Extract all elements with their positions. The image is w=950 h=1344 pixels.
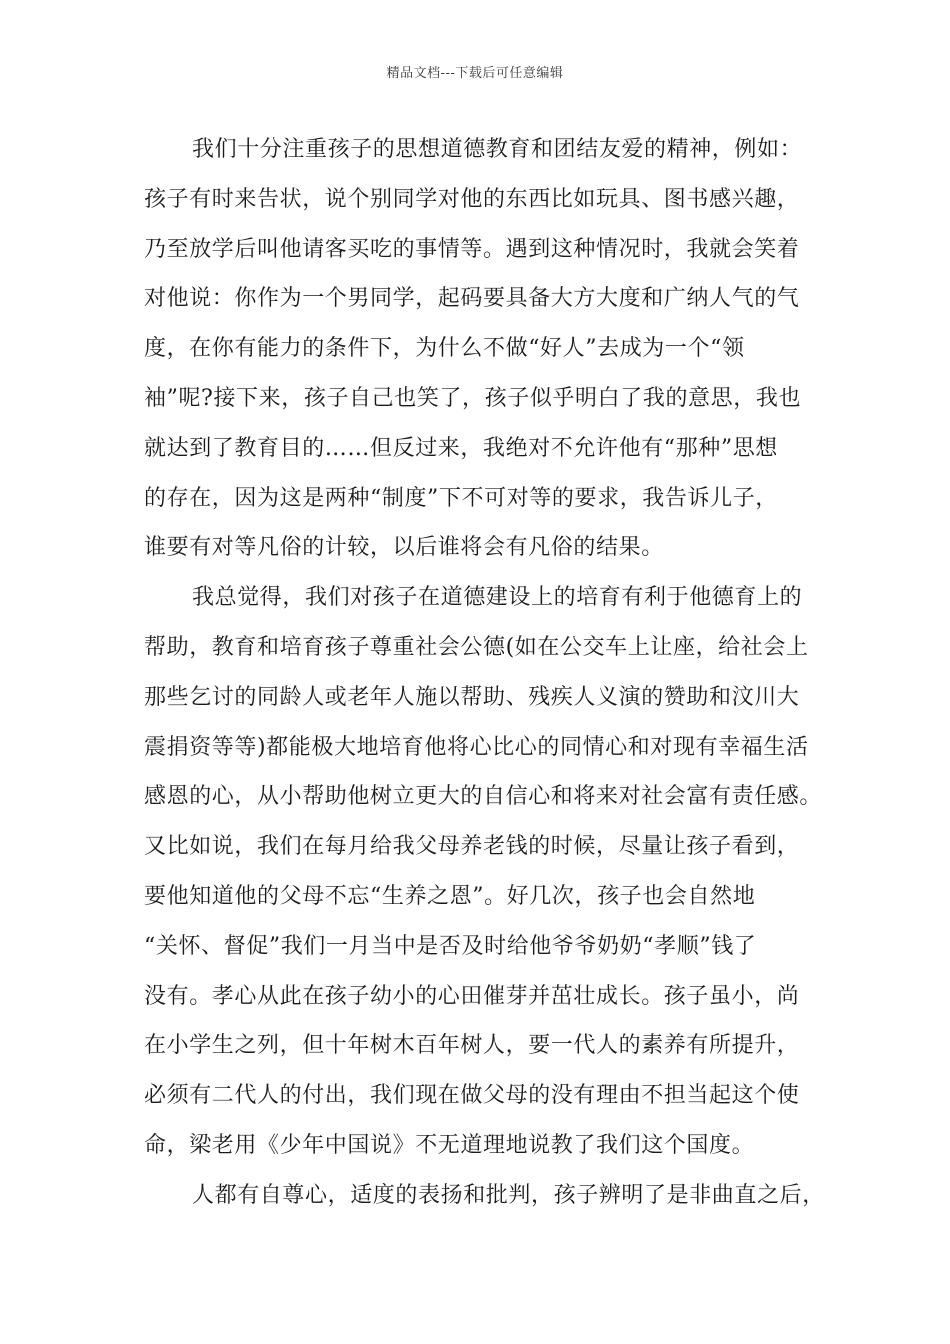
text-line: 命，梁老用《少年中国说》不无道理地说教了我们这个国度。: [144, 1132, 755, 1158]
text-line: 人都有自尊心，适度的表扬和批判，孩子辨明了是非曲直之后，: [192, 1182, 825, 1208]
text-line: 要他知道他的父母不忘“生养之恩”。好几次，孩子也会自然地: [144, 883, 756, 909]
text-line: 我总觉得，我们对孩子在道德建设上的培育有利于他德育上的: [192, 585, 803, 611]
text-line: 乃至放学后叫他请客买吃的事情等。遇到这种情况时，我就会笑着: [144, 236, 800, 262]
text-line: 对他说：你作为一个男同学，起码要具备大方大度和广纳人气的气: [144, 286, 800, 312]
text-line: 在小学生之列，但十年树木百年树人，要一代人的素养有所提升，: [144, 1033, 800, 1059]
text-line: 又比如说，我们在每月给我父母养老钱的时候，尽量让孩子看到，: [144, 834, 800, 860]
text-line: 袖”呢?接下来，孩子自己也笑了，孩子似乎明白了我的意思，我也: [144, 385, 802, 411]
text-line: 我们十分注重孩子的思想道德教育和团结友爱的精神，例如：: [192, 137, 803, 162]
text-line: 谁要有对等凡俗的计较，以后谁将会有凡俗的结果。: [144, 535, 664, 561]
document-body: [144, 133, 834, 1229]
text-line: 度，在你有能力的条件下，为什么不做“好人”去成为一个“领: [144, 336, 745, 362]
paragraph-2: [144, 581, 834, 1179]
page-header: 精品文档---下载后可任意编辑: [386, 66, 564, 81]
text-line: 孩子有时来告状，说个别同学对他的东西比如玩具、图书感兴趣，: [144, 186, 800, 212]
text-line: 震捐资等等)都能极大地培育他将心比心的同情心和对现有幸福生活: [144, 734, 809, 760]
text-line: 必须有二代人的付出，我们现在做父母的没有理由不担当起这个使: [144, 1083, 800, 1109]
text-line: 感恩的心，从小帮助他树立更大的自信心和将来对社会富有责任感。: [144, 784, 823, 810]
paragraph-3: [144, 1179, 834, 1229]
text-line: 那些乞讨的同龄人或老年人施以帮助、残疾人义演的赞助和汶川大: [144, 684, 800, 710]
text-line: 没有。孝心从此在孩子幼小的心田催芽并茁壮成长。孩子虽小，尚: [144, 983, 800, 1009]
paragraph-1: [144, 133, 834, 581]
text-line: 的存在，因为这是两种“制度”下不可对等的要求，我告诉儿子，: [144, 485, 778, 511]
text-line: 帮助，教育和培育孩子尊重社会公德(如在公交车上让座，给社会上: [144, 634, 809, 660]
text-line: “关怀、督促”我们一月当中是否及时给他爷爷奶奶“孝顺”钱了: [144, 933, 757, 959]
text-line: 就达到了教育目的……但反过来，我绝对不允许他有“那种”思想: [144, 435, 778, 461]
